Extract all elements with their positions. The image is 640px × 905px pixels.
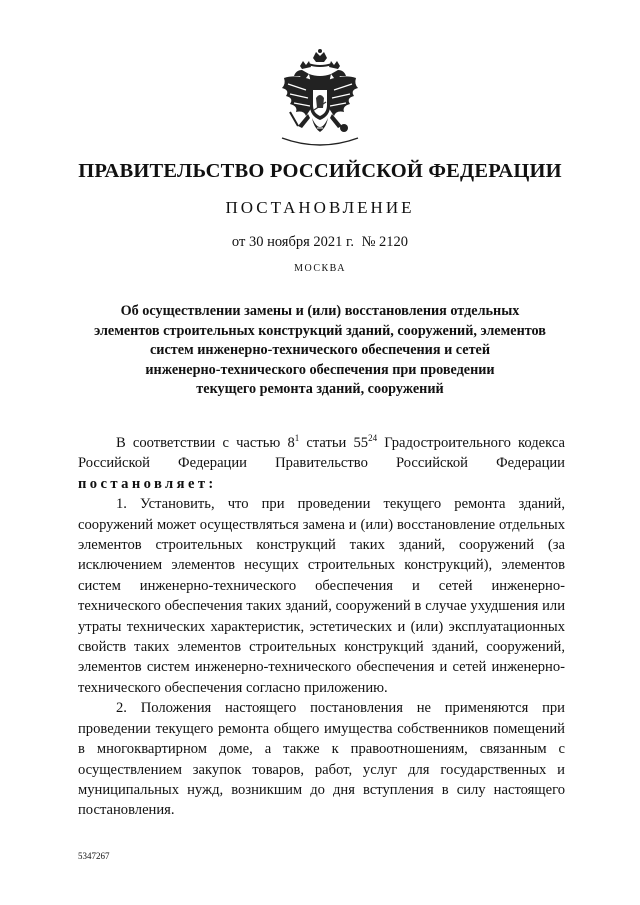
preamble-text: В соответствии с частью 8 [116,435,295,451]
preamble-text: статьи 55 [299,435,369,451]
government-title: ПРАВИТЕЛЬСТВО РОССИЙСКОЙ ФЕДЕРАЦИИ [78,160,562,182]
subject-line: Об осуществлении замены и (или) восстановления отдельных [120,303,520,319]
document-number: № 2120 [361,234,409,250]
russian-coat-of-arms-icon [276,48,364,152]
document-subject [60,302,580,400]
document-body [78,433,565,821]
subject-line: систем инженерно-технического обеспечения и сетей [149,342,491,359]
document-type: ПОСТАНОВЛЕНИЕ [225,198,415,217]
document-date: от 30 ноября 2021 г. [231,234,354,250]
preamble-paragraph [78,433,565,494]
document-date-line [0,234,640,251]
decree-word: постановляет: [78,475,217,492]
subject-line: инженерно-технического обеспечения при проведении [145,361,495,378]
superscript: 1 [294,433,300,443]
document-city: МОСКВА [294,263,346,274]
item-paragraph: 1. Установить, что при проведении текущего ремонта зданий, сооружений может осуществляться замена и (или) восстановление отдельных элементов строительных конструкций таких зданий, сооружений (за исключением элементов несущих строительных конструкций), элементов систем инженерно-технического обеспечения и сетей инженерно-технического обеспечения таких зданий, сооружений в случае ухудшения или утраты технических характеристик, эстетических и (или) эксплуатационных свойств таких элементов строительных конструкций зданий, сооружений, элементов систем инженерно-технического обеспечения и сетей инженерно-технического обеспечения согласно приложению. [78,496,565,696]
item-paragraph: 2. Положения настоящего постановления не применяются при проведении текущего ремонта общего имущества собственников помещений в многоквартирном доме, а также к правоотношениям, связанным с осуществлением закупок товаров, работ, услуг для государственных и муниципальных нужд, возникшим до дня вступления в силу настоящего постановления. [78,700,565,819]
document-code: 5347267 [78,851,110,861]
coat-of-arms-emblem [276,48,364,152]
superscript: 24 [368,433,378,443]
subject-line: элементов строительных конструкций зданий, сооружений, элементов [94,322,546,339]
subject-line: текущего ремонта зданий, сооружений [196,381,444,398]
preamble-text: Градостроительного кодекса Российской Федерации Правительство Российской Федерации [78,435,565,472]
